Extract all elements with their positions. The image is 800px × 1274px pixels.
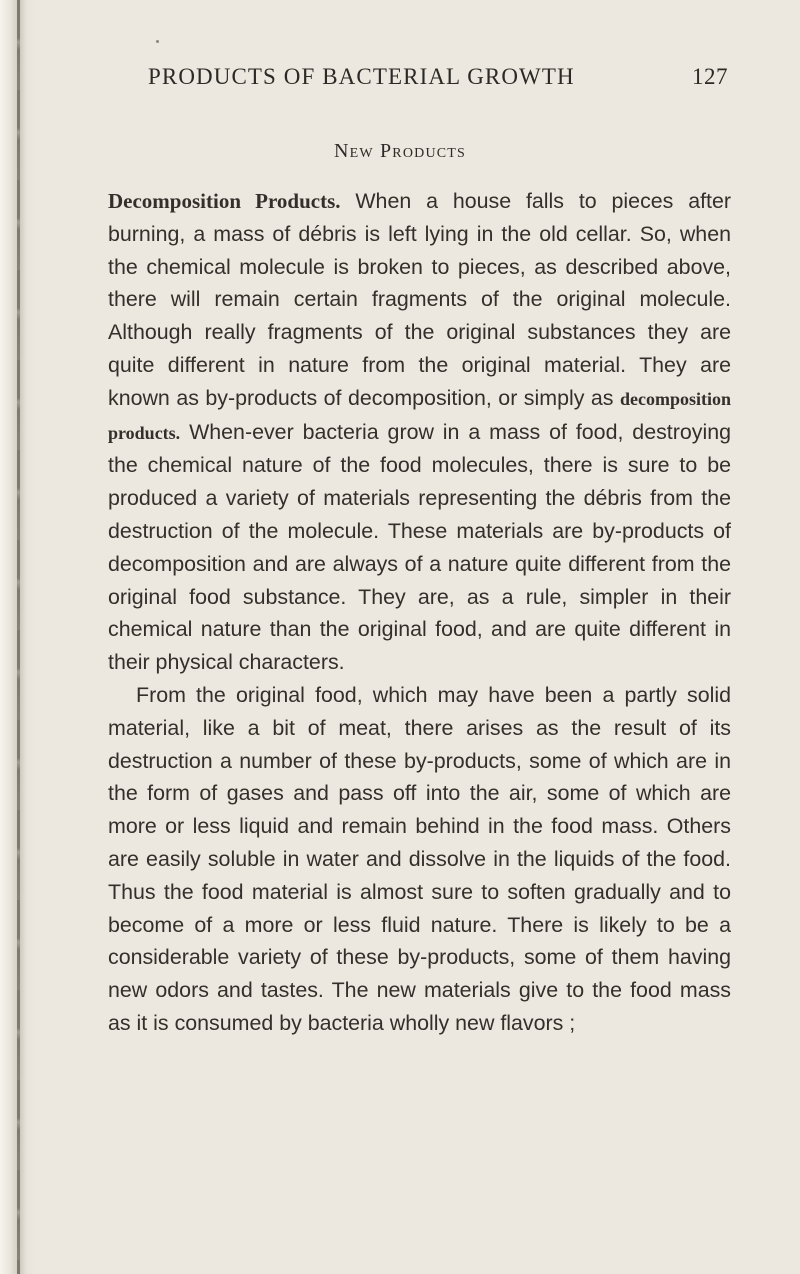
print-speck (156, 40, 159, 43)
page-number: 127 (692, 64, 728, 89)
paragraph-text: When-ever bacteria grow in a mass of food, destroying the chemical nature of the food molecules, there is sure to be produced a variety of materials representing the débris from the destruction of the molecule. These materials are by-products of decomposition and are always of a nature quite different from the original food substance. They are, as a rule, simpler in their chemical nature than the original food, and are quite different in their physical characters. (108, 419, 731, 675)
section-heading: New Products (333, 140, 467, 162)
body-text (108, 185, 731, 1040)
paragraph-text: When a house falls to pieces after burning, a mass of débris is left lying in the old cellar. So, when the chemical molecule is broken to pieces, as described above, there will remain certain fragments of the original molecule. Although really fragments of the original substances they are quite different in nature from the original material. They are known as by-products of decomposition, or simply as (108, 189, 732, 410)
run-in-heading: Decomposition Products. (108, 189, 341, 213)
emphasized-term: decomposition products. (108, 388, 731, 443)
running-head (148, 64, 728, 94)
running-title: PRODUCTS OF BACTERIAL GROWTH (148, 64, 575, 89)
paragraph-original-food: From the original food, which may have been a partly solid material, like a bit of meat, there arises as the result of its destruction a number of these by-products, some of which are in the form of gases and pass off into the air, some of which are more or less liquid and remain behind in the food mass. Others are easily soluble in water and dissolve in the liquids of the food. Thus the food material is almost sure to soften gradually and to become of a more or less fluid nature. There is likely to be a considerable variety of these by-products, some of them having new odors and tastes. The new materials give to the food mass as it is consumed by bacteria wholly new flavors ; (108, 682, 731, 1035)
binding-edge (17, 0, 20, 1274)
paragraph-decomposition (108, 185, 731, 679)
